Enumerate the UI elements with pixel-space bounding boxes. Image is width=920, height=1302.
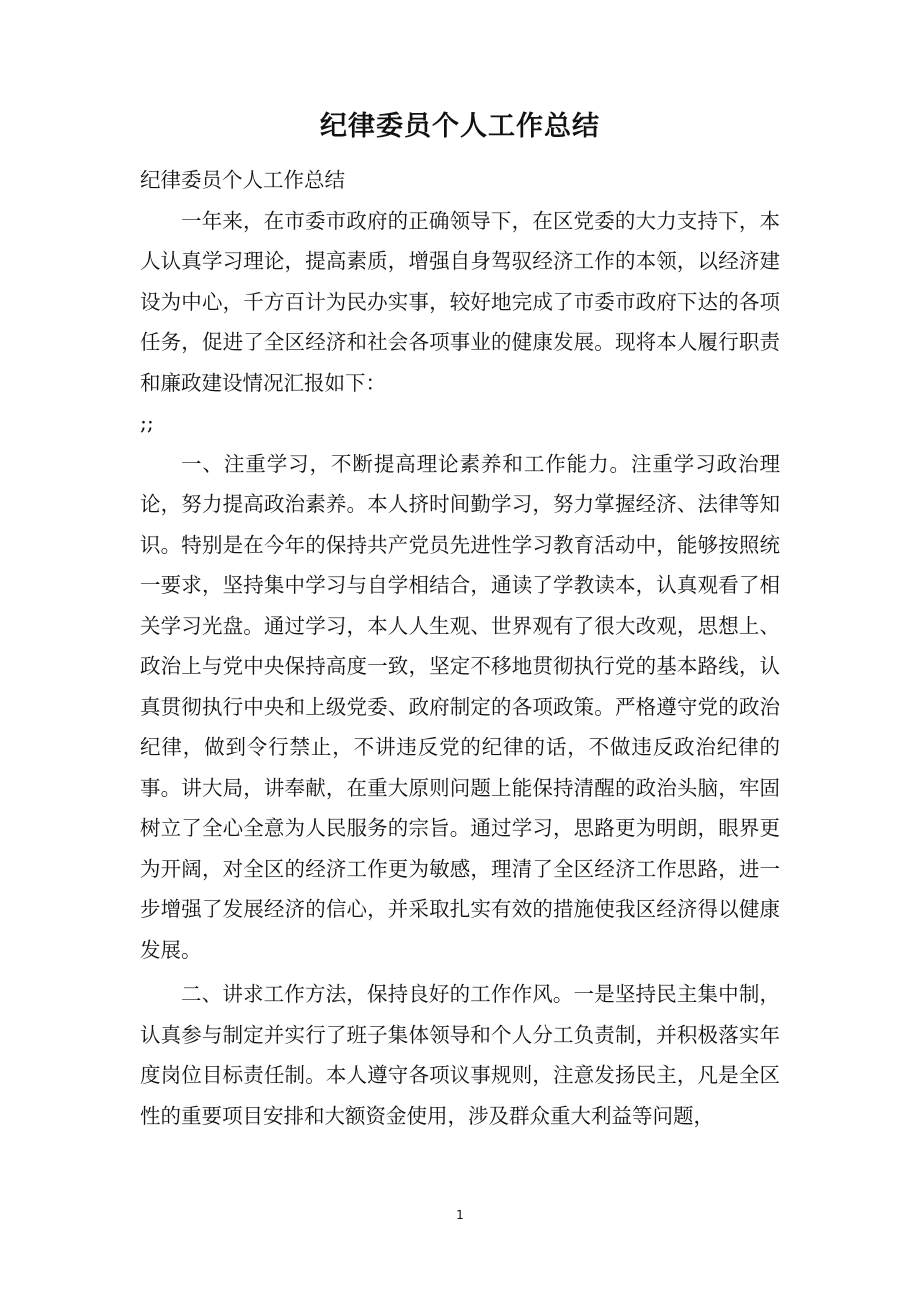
paragraph-intro: 一年来，在市委市政府的正确领导下，在区党委的大力支持下，本人认真学习理论，提高素质，增强自身驾驭经济工作的本领，以经济建设为中心，千方百计为民办实事，较好地完成了市委市政府下达的各项任务，促进了全区经济和社会各项事业的健康发展。现将本人履行职责和廉政建设情况汇报如下： — [140, 208, 780, 395]
page-number: 1 — [456, 1208, 464, 1222]
paragraph-section-one: 一、注重学习，不断提高理论素养和工作能力。注重学习政治理论，努力提高政治素养。本人挤时间勤学习，努力掌握经济、法律等知识。特别是在今年的保持共产党员先进性学习教育活动中，能够按照统一要求，坚持集中学习与自学相结合，通读了学教读本，认真观看了相关学习光盘。通过学习，本人人生观、世界观有了很大改观，思想上、政治上与党中央保持高度一致，坚定不移地贯彻执行党的基本路线，认真贯彻执行中央和上级党委、政府制定的各项政策。严格遵守党的政治纪律，做到令行禁止，不讲违反党的纪律的话，不做违反政治纪律的事。讲大局，讲奉献，在重大原则问题上能保持清醒的政治头脑，牢固树立了全心全意为人民服务的宗旨。通过学习，思路更为明朗，眼界更为开阔，对全区的经济工作更为敏感，理清了全区经济工作思路，进一步增强了发展经济的信心，并采取扎实有效的措施使我区经济得以健康发展。 — [140, 451, 780, 962]
paragraph-separator: ;; — [140, 411, 154, 435]
document-body — [140, 160, 780, 1136]
document-title: 纪律委员个人工作总结 — [320, 111, 600, 142]
paragraph-section-two: 二、讲求工作方法，保持良好的工作作风。一是坚持民主集中制，认真参与制定并实行了班子集体领导和个人分工负责制，并积极落实年度岗位目标责任制。本人遵守各项议事规则，注意发扬民主，凡是全区性的重要项目安排和大额资金使用，涉及群众重大利益等问题， — [140, 982, 780, 1128]
document-subtitle: 纪律委员个人工作总结 — [140, 168, 345, 192]
